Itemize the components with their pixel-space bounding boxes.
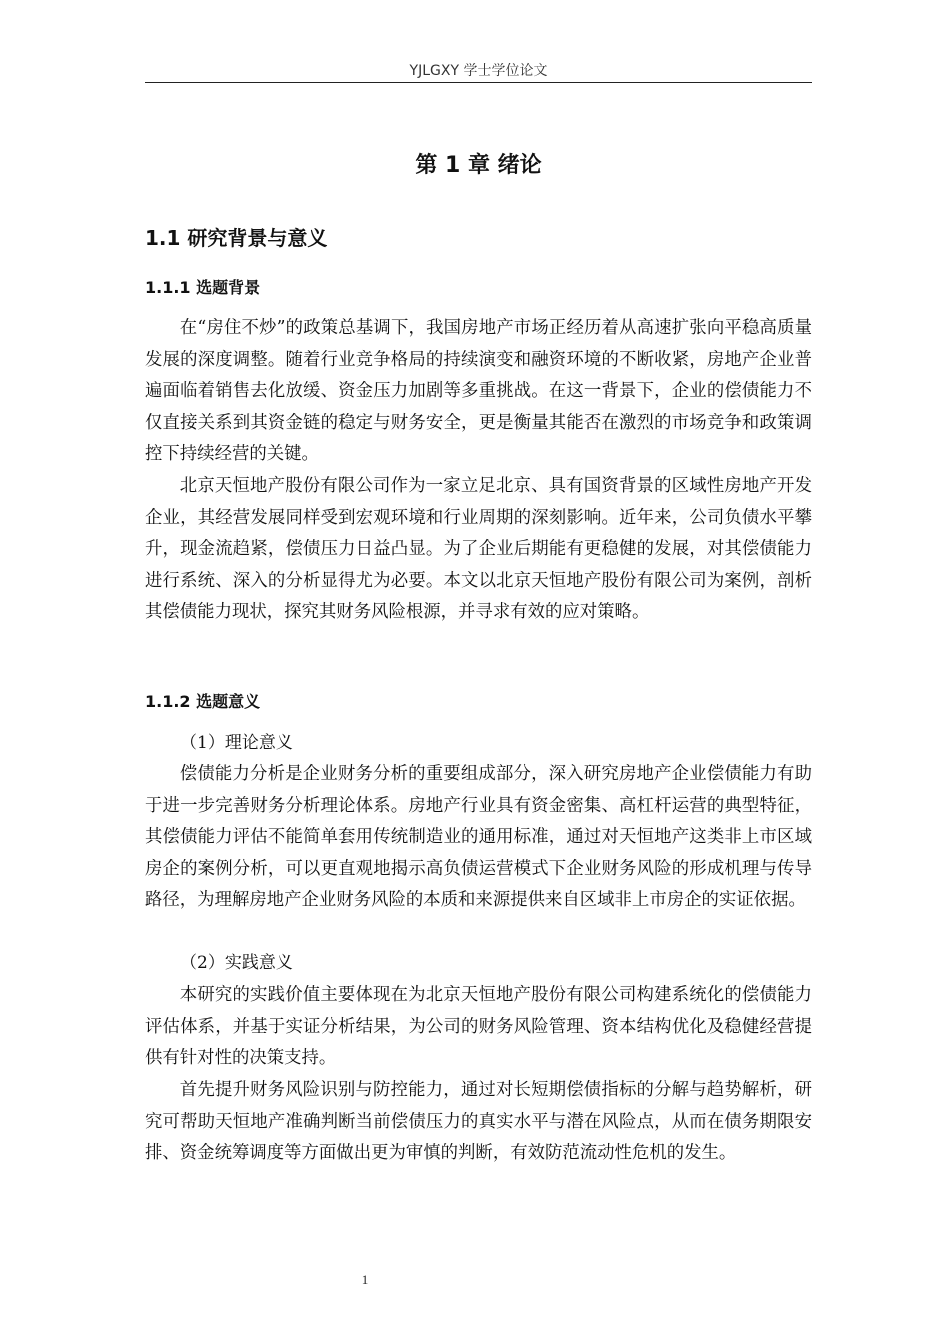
- chapter-title: 第 1 章 绪论: [415, 153, 542, 178]
- header-divider: [145, 82, 812, 83]
- page-number: 1: [361, 1272, 369, 1287]
- theory-paragraph: 偿债能力分析是企业财务分析的重要组成部分，深入研究房地产企业偿债能力有助于进一步完善财务分析理论体系。房地产行业具有资金密集、高杠杆运营的典型特征，其偿债能力评估不能简单套用传统制造业的通用标准，通过对天恒地产这类非上市区域房企的案例分析，可以更直观地揭示高负债运营模式下企业财务风险的形成机理与传导路径，为理解房地产企业财务风险的本质和来源提供来自区域非上市房企的实证依据。: [145, 764, 812, 910]
- practice-paragraph-2: 首先提升财务风险识别与防控能力，通过对长短期偿债指标的分解与趋势解析，研究可帮助天恒地产准确判断当前偿债压力的真实水平与潜在风险点，从而在债务期限安排、资金统筹调度等方面做出更为审慎的判断，有效防范流动性危机的发生。: [145, 1080, 812, 1163]
- background-paragraph-2: 北京天恒地产股份有限公司作为一家立足北京、具有国资背景的区域性房地产开发企业，其经营发展同样受到宏观环境和行业周期的深刻影响。近年来，公司负债水平攀升，现金流趋紧，偿债压力日益凸显。为了企业后期能有更稳健的发展，对其偿债能力进行系统、深入的分析显得尤为必要。本文以北京天恒地产股份有限公司为案例，剖析其偿债能力现状，探究其财务风险根源，并寻求有效的应对策略。: [145, 476, 812, 622]
- background-paragraph-1: 在“房住不炒”的政策总基调下，我国房地产市场正经历着从高速扩张向平稳高质量发展的深度调整。随着行业竞争格局的持续演变和融资环境的不断收紧，房地产企业普遍面临着销售去化放缓、资金压力加剧等多重挑战。在这一背景下，企业的偿债能力不仅直接关系到其资金链的稳定与财务安全，更是衡量其能否在激烈的市场竞争和政策调控下持续经营的关键。: [145, 318, 812, 464]
- section-heading-1-1-1: 1.1.1 选题背景: [145, 278, 261, 297]
- section-heading-1-1-2: 1.1.2 选题意义: [145, 692, 261, 711]
- practice-significance-label: （2）实践意义: [180, 953, 293, 973]
- practice-paragraph-1: 本研究的实践价值主要体现在为北京天恒地产股份有限公司构建系统化的偿债能力评估体系，并基于实证分析结果，为公司的财务风险管理、资本结构优化及稳健经营提供有针对性的决策支持。: [145, 985, 812, 1068]
- section-heading-1-1: 1.1 研究背景与意义: [145, 226, 328, 250]
- running-header: YJLGXY 学士学位论文: [409, 63, 548, 79]
- theory-significance-label: （1）理论意义: [180, 733, 293, 753]
